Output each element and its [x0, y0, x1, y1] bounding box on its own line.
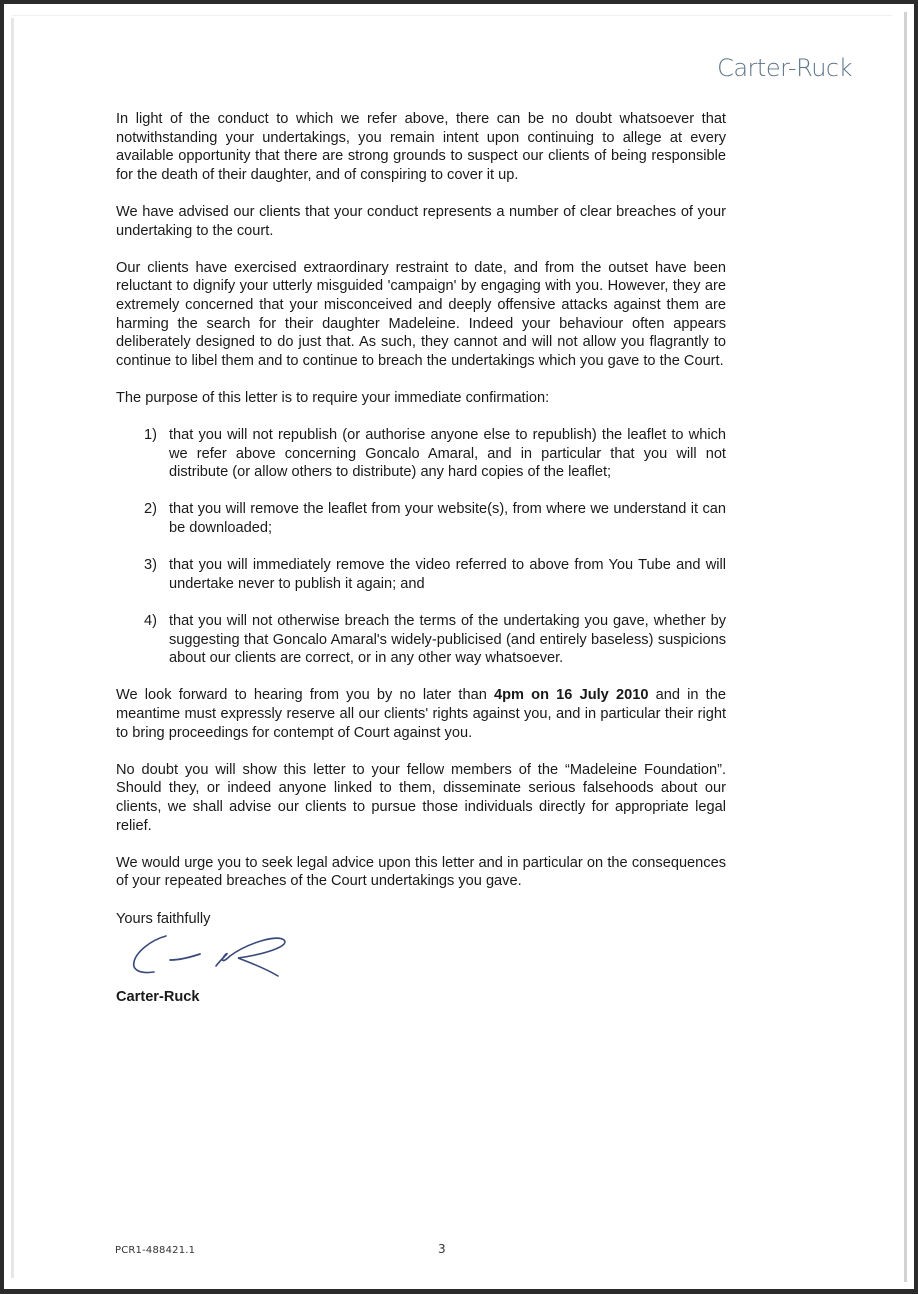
paragraph: No doubt you will show this letter to your fellow members of the “Madeleine Foundation”. Should they, or indeed anyone linked to them, disseminate serious falsehoods about our clients, we shall advise our clients to pursue those individuals directly for appropriate legal relief. [116, 761, 726, 834]
letter-page [4, 4, 914, 1289]
list-item [116, 426, 726, 482]
page-number: 3 [438, 1242, 446, 1256]
deadline-text-after: and in the meantime must expressly reserve all our clients' rights against you, and in particular their right to bring proceedings for contempt of Court against you. [116, 687, 726, 741]
letterhead-logo: Carter-Ruck [717, 54, 852, 82]
list-item [116, 556, 726, 593]
deadline-date: 4pm on 16 July 2010 [494, 687, 649, 704]
list-text: that you will immediately remove the video referred to above from You Tube and will undertake never to publish it again; and [169, 557, 726, 592]
document-reference: PCR1-488421.1 [115, 1245, 196, 1256]
closing-salutation: Yours faithfully [116, 910, 211, 927]
list-number: 4) [144, 613, 157, 630]
paragraph: The purpose of this letter is to require your immediate confirmation: [116, 389, 550, 406]
demands-list [116, 426, 726, 668]
signatory-name: Carter-Ruck [116, 989, 200, 1006]
scan-edge-right [904, 12, 907, 1282]
list-item [116, 500, 726, 537]
scan-edge-top [12, 15, 892, 16]
deadline-text-before: We look forward to hearing from you by no later than [116, 687, 494, 704]
paragraph: Our clients have exercised extraordinary restraint to date, and from the outset have been reluctant to dignify your utterly misguided 'campaign' by engaging with you. However, they are extremely concerned that your misconceived and deeply offensive attacks against them are harming the search for their daughter Madeleine. Indeed your behaviour often appears deliberately designed to do just that. As such, they cannot and will not allow you flagrantly to continue to libel them and to continue to breach the undertakings which you gave to the Court. [116, 259, 726, 369]
list-number: 2) [144, 501, 157, 518]
paragraph: In light of the conduct to which we refer above, there can be no doubt whatsoever that notwithstanding your undertakings, you remain intent upon continuing to allege at every available opportunity that there are strong grounds to suspect our clients of being responsible for the death of their daughter, and of conspiring to cover it up. [116, 111, 726, 183]
list-number: 3) [144, 557, 157, 574]
list-number: 1) [144, 427, 157, 444]
paragraph: We have advised our clients that your conduct represents a number of clear breaches of your undertaking to the court. [116, 203, 726, 239]
letter-body [116, 110, 726, 1007]
deadline-paragraph [116, 686, 726, 742]
list-item [116, 612, 726, 668]
list-text: that you will not republish (or authorise anyone else to republish) the leaflet to which we refer above concerning Goncalo Amaral, and in particular that you will not distribute (or allow others to distribute) any hard copies of the leaflet; [169, 427, 726, 481]
scan-edge-left [11, 18, 14, 1278]
list-text: that you will not otherwise breach the terms of the undertaking you gave, whether by suggesting that Goncalo Amaral's widely-publicised (and entirely baseless) suspicions about our clients are correct, or in any other way whatsoever. [169, 613, 726, 667]
paragraph: We would urge you to seek legal advice upon this letter and in particular on the consequences of your repeated breaches of the Court undertakings you gave. [116, 854, 726, 890]
list-text: that you will remove the leaflet from your website(s), from where we understand it can be downloaded; [169, 501, 726, 537]
handwritten-signature-icon [126, 930, 296, 988]
